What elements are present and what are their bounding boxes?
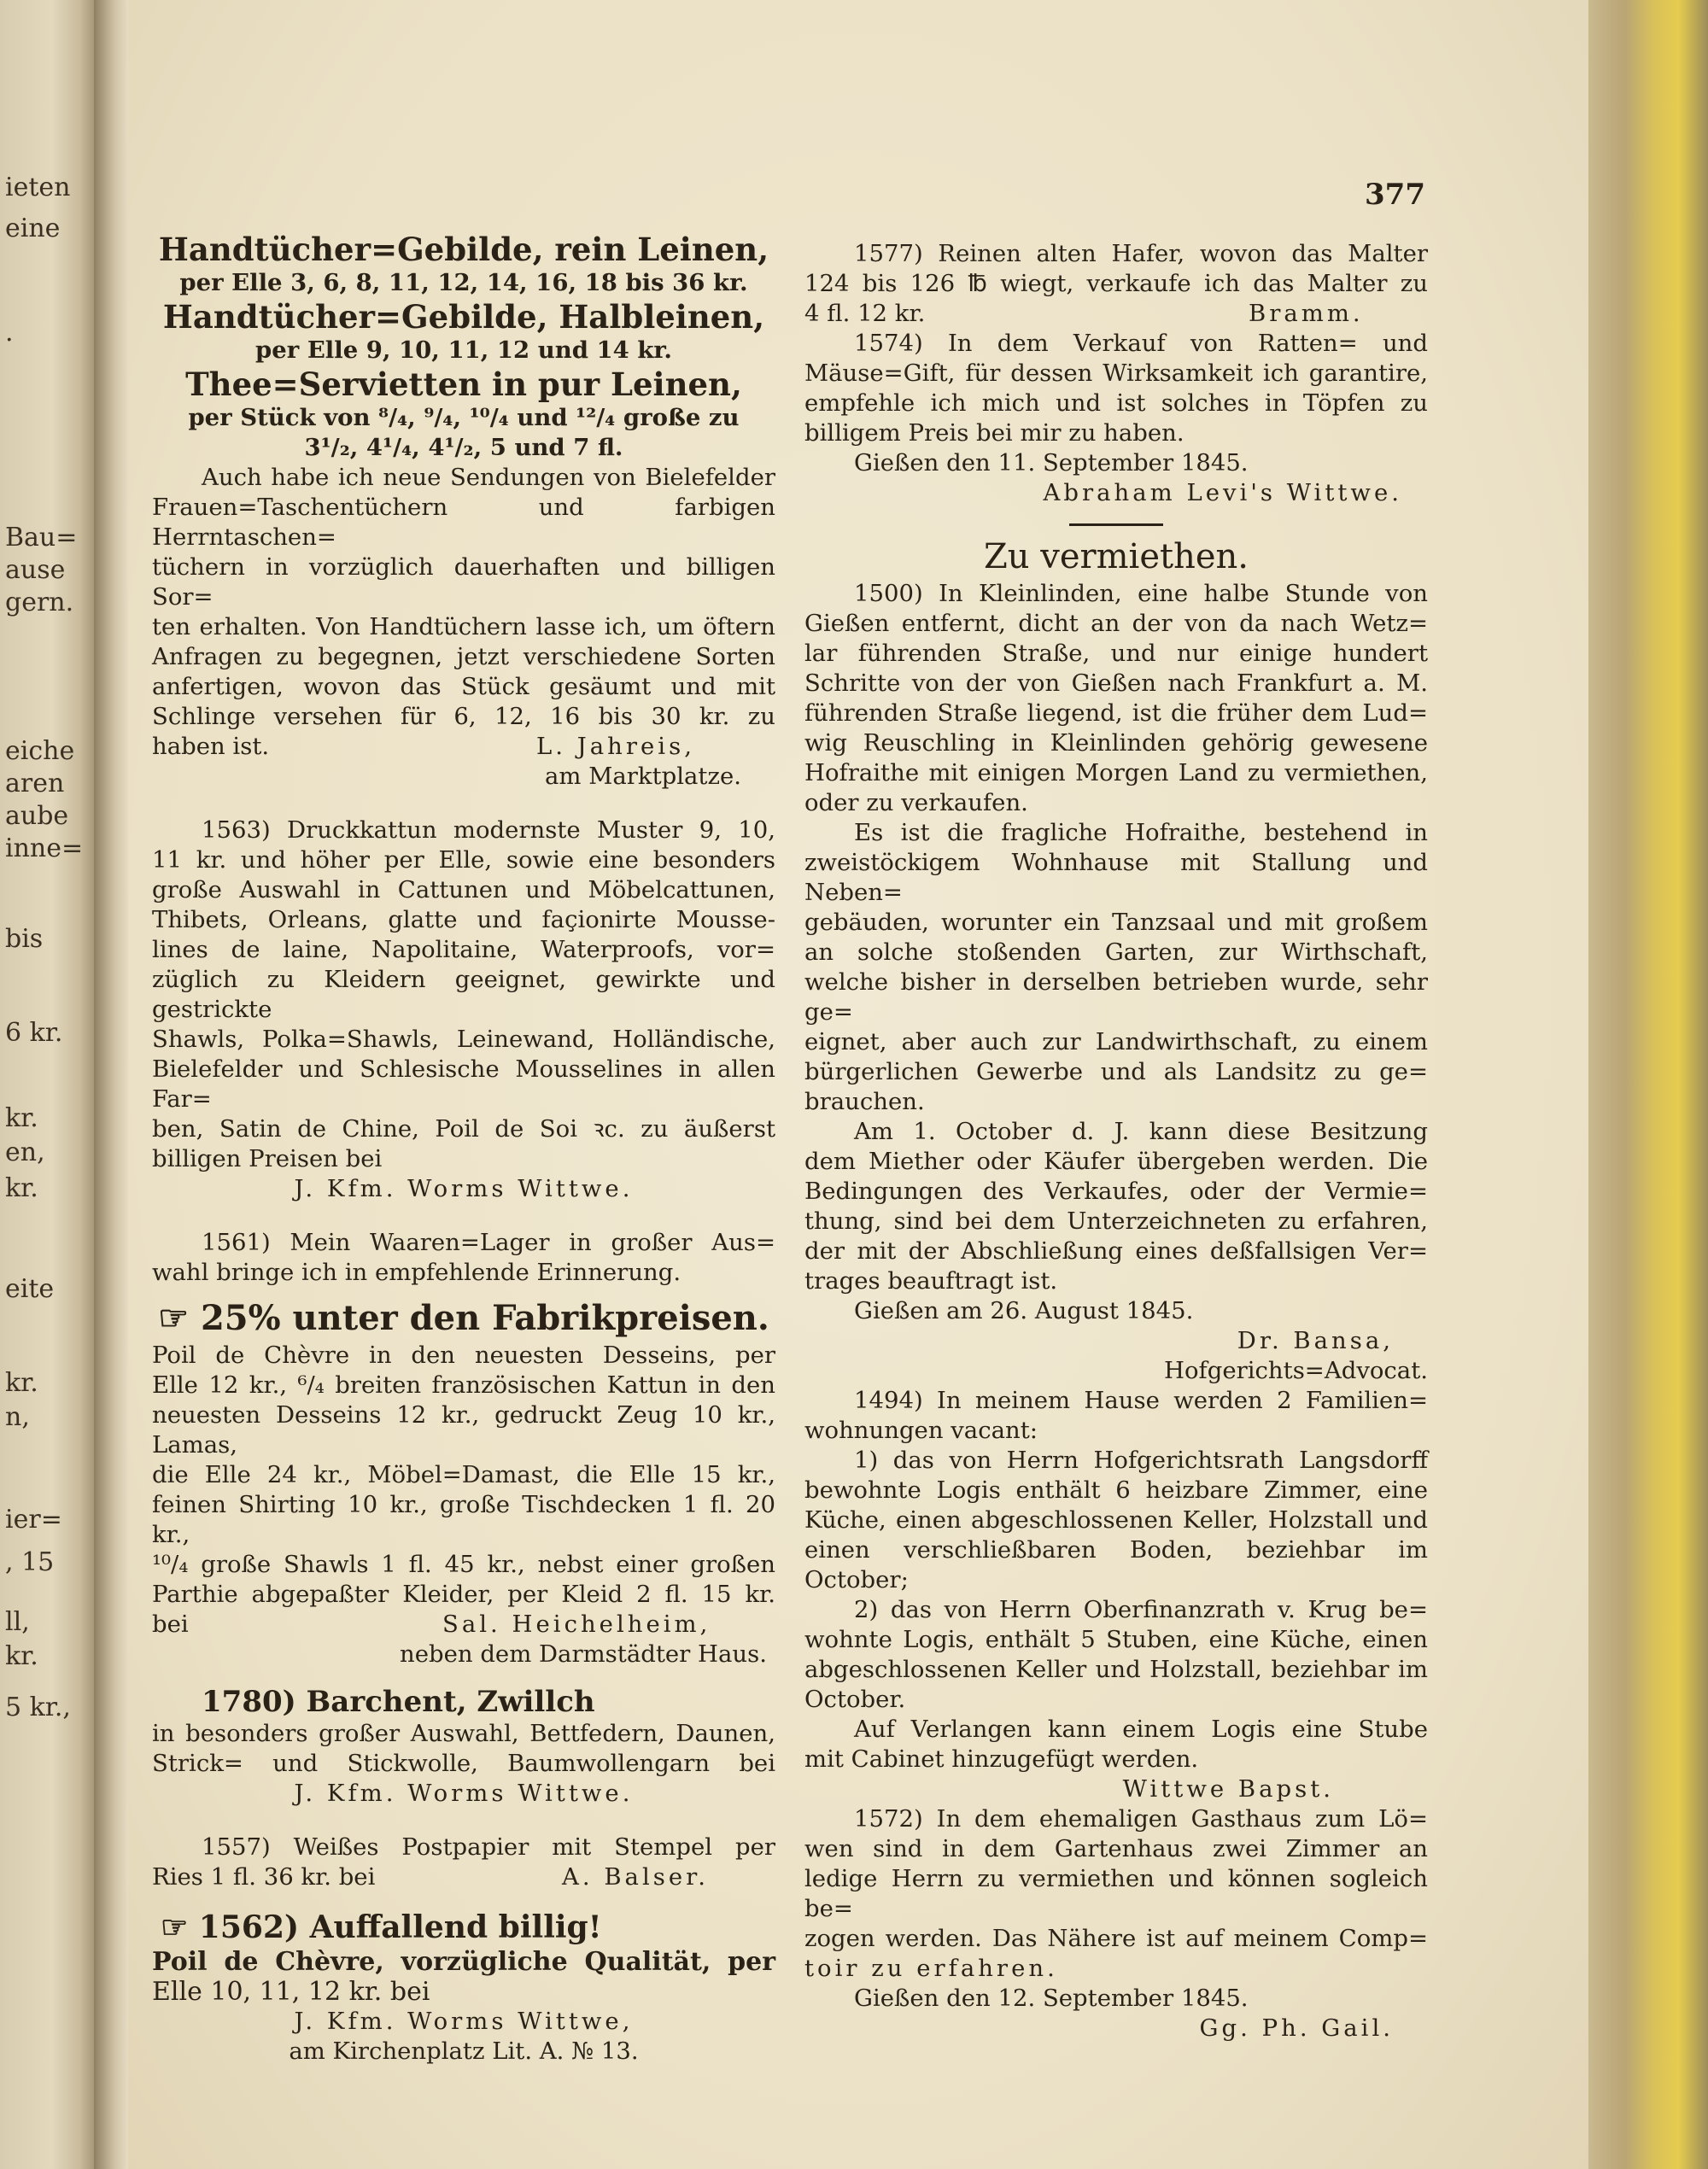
ad-text-line: Hofraithe mit einigen Morgen Land zu vermiethen, [804,759,1428,786]
ad-text-line: welche bisher in derselben betrieben wurde, sehr ge= [804,968,1428,1026]
ad-text-line: Gießen entfernt, dicht an der von da nach Wetz= [804,610,1428,637]
ad-text-line: Parthie abgepaßter Kleider, per Kleid 2 fl. 15 kr. [152,1581,775,1608]
page-edges [1588,0,1708,2169]
ad-signer: J. Kfm. Worms Wittwe, [294,2008,634,2035]
ad-signer-title: Hofgerichts=Advocat. [1164,1357,1428,1384]
ad-line: 1561) Mein Waaren=Lager in großer Aus= [202,1229,775,1256]
section-title: Zu vermiethen. [983,537,1249,576]
ad-text-line: feinen Shirting 10 kr., große Tischdecken 1 fl. 20 kr., [152,1491,775,1548]
left-page-fragment: gern. [5,588,74,617]
ad-text-line: Shawls, Polka=Shawls, Leinewand, Holländische, [152,1026,775,1053]
ad-signer-place: am Marktplatze. [545,763,741,790]
ad-date: Gießen am 26. August 1845. [854,1297,1194,1324]
ad-line: per Elle 9, 10, 11, 12 und 14 kr. [255,336,672,364]
ad-line: 1557) Weißes Postpapier mit Stempel per [202,1833,775,1861]
ad-text-line: Auch habe ich neue Sendungen von Bielefelder [202,464,775,491]
ad-body [804,1804,1428,1954]
right-column [804,239,1428,2043]
ad-text-line: in besonders großer Auswahl, Bettfedern, Daunen, [152,1720,775,1747]
ad-signoff [152,1610,775,1640]
ad-body-last: billigem Preis bei mir zu haben. [804,419,1184,447]
left-page-fragment: ier= [5,1505,62,1535]
ad-body-last: 4 fl. 12 kr. [804,300,926,327]
ad-text-line: 1572) In dem ehemaligen Gasthaus zum Lö= [854,1805,1428,1833]
left-page-fragment: inne= [5,833,84,863]
ad-text-line: neuesten Desseins 12 kr., gedruckt Zeug 10 kr., Lamas, [152,1401,775,1459]
left-page-fragment: kr. [5,1368,38,1398]
ad-signoff [804,299,1428,329]
ad-text-line: wig Reuschling in Kleinlinden gehörig gewesene [804,729,1428,757]
ad-headline: ☞ 1562) Auffallend billig! [161,1909,602,1945]
left-page-fragment: kr. [5,1103,38,1133]
ad-text-line: Poil de Chèvre in den neuesten Desseins, per [152,1342,775,1369]
ad-text-line: 1563) Druckkattun modernste Muster 9, 10, [202,816,775,844]
ad-text-line: eignet, aber auch zur Landwirthschaft, zu einem [804,1028,1428,1055]
ad-text-line: ¹⁰/₄ große Shawls 1 fl. 45 kr., nebst einer großen [152,1551,775,1578]
ad-text-line: 11 kr. und höher per Elle, sowie eine besonders [152,846,775,874]
left-column [152,231,775,2067]
ad-text-line: Anfragen zu begegnen, jetzt verschiedene Sorten [152,643,775,670]
ad-address: am Kirchenplatz Lit. A. № 13. [289,2037,639,2065]
ad-line: per Stück von ⁸/₄, ⁹/₄, ¹⁰/₄ und ¹²/₄ große zu [188,404,740,431]
ad-body-last: haben ist. [152,733,270,760]
ad-body-last: toir zu erfahren. [804,1955,1058,1982]
ad-body [804,1446,1428,1685]
ad-note-last: mit Cabinet hinzugefügt werden. [804,1745,1199,1773]
ad-line: per Elle 3, 6, 8, 11, 12, 14, 16, 18 bis 36 kr. [179,269,748,296]
ad-text-line: der mit der Abschließung eines deßfallsigen Ver= [804,1237,1428,1265]
ad-text-line: 1577) Reinen alten Hafer, wovon das Malter [854,240,1428,267]
ad-text-line: 124 bis 126 ℔ wiegt, verkaufe ich das Malter zu [804,270,1428,297]
ad-signer: L. Jahreis, [536,733,695,760]
ad-body-last: trages beauftragt ist. [804,1267,1058,1295]
ad-heading: Handtücher=Gebilde, rein Leinen, [158,231,769,268]
ad-text-line: 2) das von Herrn Oberfinanzrath v. Krug be= [854,1596,1428,1623]
ad-headline: 1780) Barchent, Zwillch [202,1685,595,1719]
ad-body [804,239,1428,299]
left-page-fragment: kr. [5,1173,38,1203]
page-number: 377 [1365,178,1425,212]
ad-body [804,1117,1428,1266]
ad-text-line: ben, Satin de Chine, Poil de Soi ꝛc. zu äußerst [152,1115,775,1143]
ad-signer: J. Kfm. Worms Wittwe. [294,1175,634,1202]
ad-signer-place: neben dem Darmstädter Haus. [400,1640,767,1668]
ad-body-last: October. [804,1686,906,1713]
ad-line: Elle 10, 11, 12 kr. bei [152,1977,430,2007]
left-page-fragment: ause [5,555,66,585]
ad-text-line: 1494) In meinem Hause werden 2 Familien= [854,1387,1428,1414]
ad-text-line: Strick= und Stickwolle, Baumwollengarn bei [152,1750,775,1777]
ad-text-line: Am 1. October d. J. kann diese Besitzung [854,1118,1428,1145]
ad-body [804,1386,1428,1416]
left-page-fragment: eiche [5,736,75,766]
ad-text-line: Thibets, Orleans, glatte und façionirte Mousse- [152,906,775,933]
left-page-fragment: n, [5,1402,30,1432]
left-page-fragment: . [5,318,14,348]
ad-text-line: führenden Straße liegend, ist die früher dem Lud= [804,699,1428,727]
ad-body-last: oder zu verkaufen. [804,789,1028,816]
ad-text-line: Schritte von der von Gießen nach Frankfurt a. M. [804,669,1428,697]
ad-body-last: billigen Preisen bei [152,1145,383,1172]
ad-text-line: dem Miether oder Käufer übergeben werden. Die [804,1148,1428,1175]
left-page-fragments [0,0,94,2169]
ad-text-line: wohnte Logis, enthält 5 Stuben, eine Küche, einen [804,1626,1428,1653]
left-page-fragment: eine [5,213,61,243]
ad-heading: Thee=Servietten in pur Leinen, [185,365,742,403]
ad-signer: J. Kfm. Worms Wittwe. [294,1780,634,1807]
ad-text-line: abgeschlossenen Keller und Holzstall, beziehbar im [804,1656,1428,1683]
left-page-fragment: eite [5,1274,55,1304]
ad-signer: Wittwe Bapst. [1122,1775,1334,1803]
ad-body [152,816,775,1144]
ad-line: 3¹/₂, 4¹/₄, 4¹/₂, 5 und 7 fl. [304,434,623,461]
left-page-fragment: ieten [5,172,71,202]
ad-line: Poil de Chèvre, vorzügliche Qualität, per [152,1947,775,1977]
ad-signoff [152,732,775,762]
left-page-fragment: 5 kr., [5,1693,71,1722]
ad-text-line: ten erhalten. Von Handtüchern lasse ich, um öftern [152,613,775,640]
ad-date: Gießen den 12. September 1845. [854,1985,1249,2012]
left-page-fragment: ll, [5,1607,30,1637]
ad-text-line: bürgerlichen Gewerbe und als Landsitz zu ge= [804,1058,1428,1085]
ad-text-line: Schlinge versehen für 6, 12, 16 bis 30 kr. zu [152,703,775,730]
ad-text-line: gebäuden, worunter ein Tanzsaal und mit großem [804,909,1428,936]
ad-body [152,463,775,732]
left-page-fragment: kr. [5,1641,38,1671]
ad-text-line: große Auswahl in Cattunen und Möbelcattunen, [152,876,775,903]
ad-text-line: Bedingungen des Verkaufes, oder der Vermie= [804,1178,1428,1205]
ad-signer: Bramm. [1249,300,1364,327]
ad-text-line: bewohnte Logis enthält 6 heizbare Zimmer, eine [804,1476,1428,1504]
ad-signer: Gg. Ph. Gail. [1199,2014,1394,2042]
ad-body [152,1719,775,1779]
ad-text-line: Bielefelder und Schlesische Mousselines in allen Far= [152,1055,775,1113]
ad-signer: Sal. Heichelheim, [442,1611,711,1638]
ad-signoff [152,1862,775,1892]
ad-text-line: Elle 12 kr., ⁶/₄ breiten französischen Kattun in den [152,1371,775,1399]
ad-body-last: wohnungen vacant: [804,1417,1038,1444]
ad-signer: Dr. Bansa, [1237,1327,1394,1354]
ad-body [804,329,1428,418]
ad-text-line: Es ist die fragliche Hofraithe, bestehend in [854,819,1428,846]
ad-text-line: lar führenden Straße, und nur einige hundert [804,640,1428,667]
ad-text-line: anfertigen, wovon das Stück gesäumt und mit [152,673,775,700]
section-rule [1069,523,1163,526]
ad-text-line: thung, sind bei dem Unterzeichneten zu erfahren, [804,1207,1428,1235]
ad-line: wahl bringe ich in empfehlende Erinnerung. [152,1259,681,1286]
ad-body [804,579,1428,788]
left-page-fragment: bis [5,924,44,954]
ad-body [804,818,1428,1087]
left-page-fragment: 6 kr. [5,1018,63,1048]
ad-text-line: wen sind in dem Gartenhaus zwei Zimmer an [804,1835,1428,1862]
book-gutter [94,0,128,2169]
ad-text-line: Mäuse=Gift, für dessen Wirksamkeit ich garantire, [804,360,1428,387]
ad-text-line: Küche, einen abgeschlossenen Keller, Holzstall und [804,1506,1428,1534]
left-page-fragment: Bau= [5,523,78,552]
ad-text-line: zogen werden. Das Nähere ist auf meinem Comp= [804,1925,1428,1952]
ad-body-last: brauchen. [804,1088,925,1115]
ad-text-line: die Elle 24 kr., Möbel=Damast, die Elle 15 kr., [152,1461,775,1488]
ad-text-line: 1500) In Kleinlinden, eine halbe Stunde von [854,580,1428,607]
ad-text-line: züglich zu Kleidern geeignet, gewirkte und gestrickte [152,966,775,1023]
left-page-fragment: en, [5,1137,45,1167]
ad-text-line: empfehle ich mich und ist solches in Töpfen zu [804,389,1428,417]
left-page-fragment: aube [5,801,69,831]
ad-text-line: lines de laine, Napolitaine, Waterproofs, vor= [152,936,775,963]
ad-heading: Handtücher=Gebilde, Halbleinen, [162,298,765,336]
ad-text-line: an solche stoßenden Garten, zur Wirthschaft, [804,938,1428,966]
ad-note: Auf Verlangen kann einem Logis eine Stube [854,1716,1428,1743]
left-page-fragment: aren [5,769,65,798]
ad-text-line: zweistöckigem Wohnhause mit Stallung und Neben= [804,849,1428,906]
ad-headline: ☞ 25% unter den Fabrikpreisen. [158,1298,769,1338]
left-page-fragment: , 15 [5,1547,55,1577]
ad-text-line: einen verschließbaren Boden, beziehbar im October; [804,1536,1428,1593]
ad-text-line: 1574) In dem Verkauf von Ratten= und [854,330,1428,357]
ad-line: Ries 1 fl. 36 kr. bei [152,1863,376,1891]
ad-date: Gießen den 11. September 1845. [854,449,1249,476]
ad-text-line: Frauen=Taschentüchern und farbigen Herrntaschen= [152,494,775,551]
ad-text-line: tüchern in vorzüglich dauerhaften und billigen Sor= [152,553,775,611]
ad-text-line: ledige Herrn zu vermiethen und können sogleich be= [804,1865,1428,1922]
ad-text-line: 1) das von Herrn Hofgerichtsrath Langsdorff [854,1447,1428,1474]
ad-body [152,1341,775,1610]
ad-signer: Abraham Levi's Wittwe. [1043,479,1402,506]
ad-body-last: bei [152,1611,189,1638]
ad-signer: A. Balser. [562,1863,709,1891]
